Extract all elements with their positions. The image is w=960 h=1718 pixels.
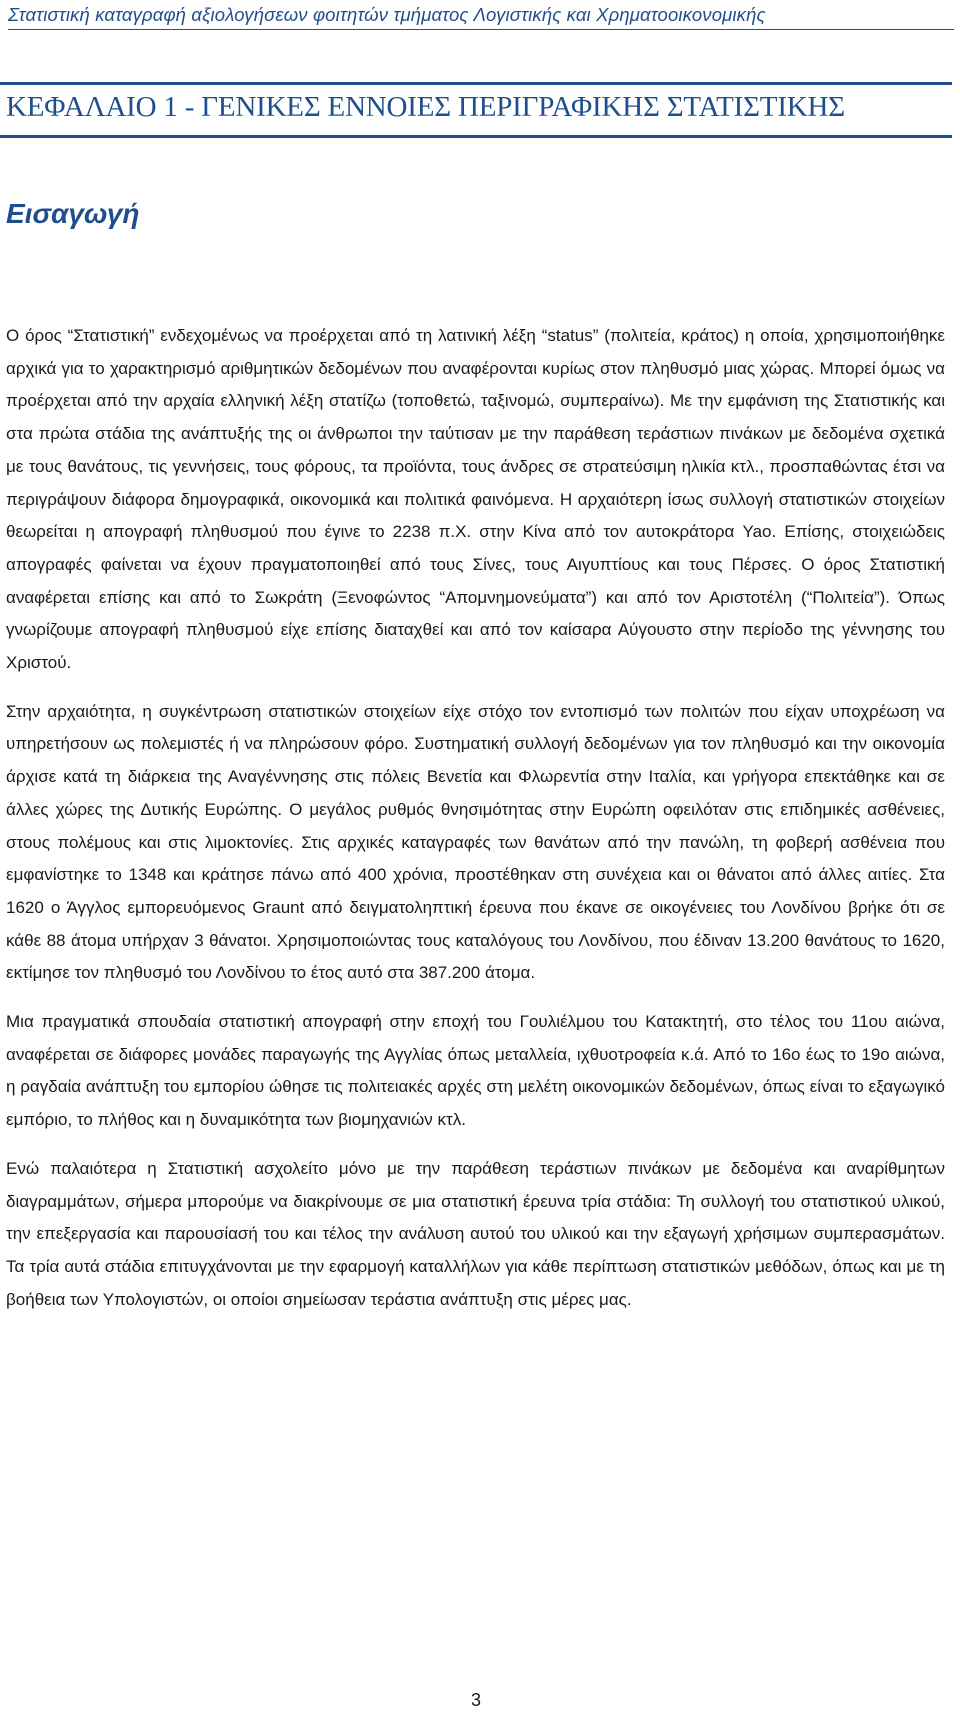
section-title: Εισαγωγή <box>6 198 140 229</box>
paragraph-1: Ο όρος “Στατιστική” ενδεχομένως να προέρχεται από τη λατινική λέξη “status” (πολιτεία, κράτος) η οποία, χρησιμοποιήθηκε αρχικά για το χαρακτηρισμό αριθμητικών δεδομένων που αναφέρονται κυρίως στον πληθυσμό μιας χώρας. Μπορεί όμως να προέρχεται από την αρχαία ελληνική λέξη στατίζω (τοποθετώ, ταξινομώ, συμπεραίνω). Με την εμφάνιση της Στατιστικής και στα πρώτα στάδια της ανάπτυξής της οι άνθρωποι την ταύτισαν με την παράθεση τεράστιων πινάκων με δεδομένα σχετικά με τους θανάτους, τις γεννήσεις, τους φόρους, τα προϊόντα, τους άνδρες σε στρατεύσιμη ηλικία κτλ., προσπαθώντας έτσι να περιγράψουν διάφορα δημογραφικά, οικονομικά και πολιτικά φαινόμενα. Η αρχαιότερη ίσως συλλογή στατιστικών στοιχείων θεωρείται η απογραφή πληθυσμού που έγινε το 2238 π.Χ. στην Κίνα από τον αυτοκράτορα Yao. Επίσης, στοιχειώδεις απογραφές φαίνεται να έχουν πραγματοποιηθεί από τους Σίνες, τους Αιγυπτίους και τους Πέρσες. Ο όρος Στατιστική αναφέρεται επίσης και από το Σωκράτη (Ξενοφώντος “Απομνημονεύματα”) και από τον Αριστοτέλη (“Πολιτεία”). Όπως γνωρίζουμε απογραφή πληθυσμού είχε επίσης διαταχθεί και από τον καίσαρα Αύγουστο στην περίοδο της γέννησης του Χριστού. <box>6 326 945 673</box>
chapter-title: ΚΕΦΑΛΑΙΟ 1 - ΓΕΝΙΚΕΣ ΕΝΝΟΙΕΣ ΠΕΡΙΓΡΑΦΙΚΗΣ ΣΤΑΤΙΣΤΙΚΗΣ <box>6 91 845 123</box>
page-number: 3 <box>470 1690 481 1710</box>
chapter-rule-bottom <box>0 135 952 138</box>
paragraph-3: Μια πραγματικά σπουδαία στατιστική απογραφή στην εποχή του Γουλιέλμου του Κατακτητή, στο τέλος του 11ου αιώνα, αναφέρεται σε διάφορες μονάδες παραγωγής της Αγγλίας όπως μεταλλεία, ιχθυοτροφεία κ.ά. Από το 16ο έως το 19ο αιώνα, η ραγδαία ανάπτυξη του εμπορίου ώθησε τις πολιτειακές αρχές στη μελέτη οικονομικών δεδομένων, όπως είναι το εξαγωγικό εμπόριο, το πλήθος και η δυναμικότητα των βιομηχανιών κτλ. <box>6 1012 945 1130</box>
paragraph-4: Ενώ παλαιότερα η Στατιστική ασχολείτο μόνο με την παράθεση τεράστιων πινάκων με δεδομένα και αναρίθμητων διαγραμμάτων, σήμερα μπορούμε να διακρίνουμε σε μια στατιστική έρευνα τρία στάδια: Τη συλλογή του στατιστικού υλικού, την επεξεργασία και παρουσίασή του και τέλος την ανάλυση αυτού του υλικού και την εξαγωγή χρήσιμων συμπερασμάτων. Τα τρία αυτά στάδια επιτυγχάνονται με την εφαρμογή καταλλήλων για κάθε περίπτωση στατιστικών μεθόδων, όπως και με τη βοήθεια των Υπολογιστών, οι οποίοι σημείωσαν τεράστια ανάπτυξη στις μέρες μας. <box>6 1158 945 1309</box>
chapter-rule-top <box>0 82 952 85</box>
body-text <box>6 320 945 1332</box>
running-header: Στατιστική καταγραφή αξιολογήσεων φοιτητών τμήματος Λογιστικής και Χρηματοοικονομικής <box>8 4 954 30</box>
paragraph-2: Στην αρχαιότητα, η συγκέντρωση στατιστικών στοιχείων είχε στόχο τον εντοπισμό των πολιτών που είχαν υποχρέωση να υπηρετήσουν ως πολεμιστές ή να πληρώσουν φόρο. Συστηματική συλλογή δεδομένων για τον πληθυσμό και την οικονομία άρχισε κατά τη διάρκεια της Αναγέννησης στις πόλεις Βενετία και Φλωρεντία στην Ιταλία, και γρήγορα επεκτάθηκε και σε άλλες χώρες της Δυτικής Ευρώπης. Ο μεγάλος ρυθμός θνησιμότητας στην Ευρώπη οφειλόταν στις επιδημικές ασθένειες, στους πολέμους και στις λιμοκτονίες. Στις αρχικές καταγραφές των θανάτων από την πανώλη, τη φοβερή ασθένεια που εμφανίστηκε το 1348 και κράτησε πάνω από 400 χρόνια, προστέθηκαν στη συνέχεια και οι θάνατοι από άλλες αιτίες. Στα 1620 ο Άγγλος εμπορευόμενος Graunt από δειγματοληπτική έρευνα που έκανε σε οικογένειες του Λονδίνου βρήκε ότι σε κάθε 88 άτομα υπήρχαν 3 θάνατοι. Χρησιμοποιώντας τους καταλόγους του Λονδίνου, που έδιναν 13.200 θανάτους το 1620, εκτίμησε τον πληθυσμό του Λονδίνου το έτος αυτό στα 387.200 άτομα. <box>6 701 945 983</box>
